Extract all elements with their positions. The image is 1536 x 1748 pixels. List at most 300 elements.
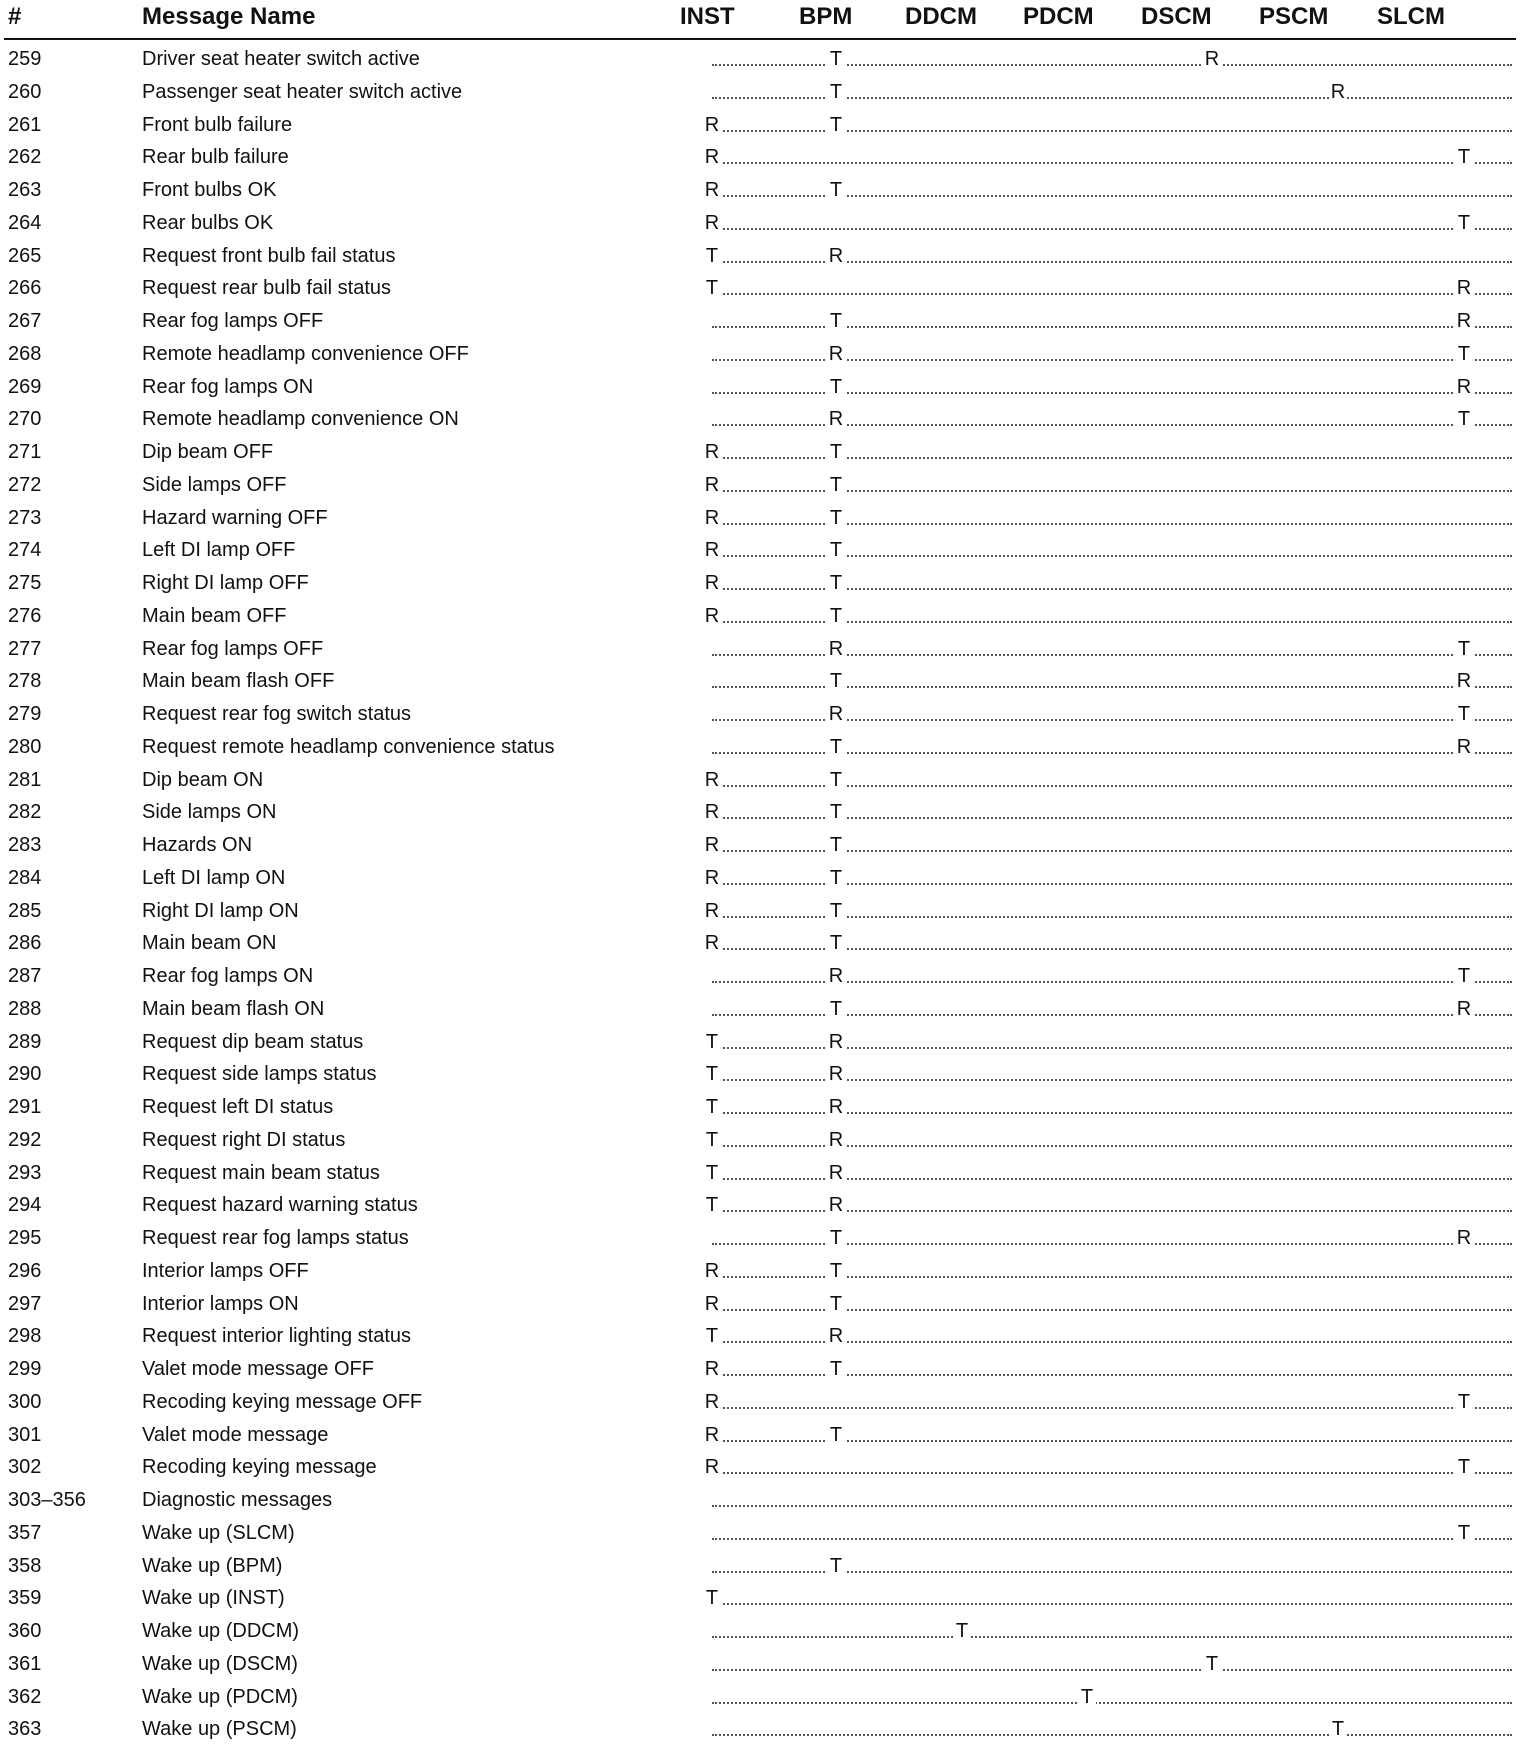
mark-inst: T — [703, 1157, 721, 1190]
dot-leader — [705, 1124, 1512, 1157]
message-number: 296 — [8, 1259, 42, 1282]
message-name: Recoding keying message OFF — [142, 1390, 423, 1413]
message-number: 301 — [8, 1423, 42, 1446]
message-number: 287 — [8, 965, 42, 987]
dot-leader — [704, 927, 1512, 960]
table-row — [0, 1451, 1536, 1484]
dot-leader — [712, 1484, 1512, 1517]
mark-pdcm: T — [1078, 1681, 1096, 1714]
mark-bpm: R — [827, 1058, 845, 1091]
mark-slcm: T — [1455, 403, 1473, 436]
message-number: 361 — [8, 1652, 42, 1675]
message-number: 360 — [8, 1620, 42, 1642]
table-row — [0, 1648, 1536, 1681]
table-row — [0, 1091, 1536, 1124]
dot-leader — [704, 1288, 1512, 1321]
dot-leader — [712, 1681, 1512, 1714]
mark-inst: R — [703, 174, 721, 207]
message-name: Main beam ON — [142, 932, 277, 955]
message-number: 267 — [8, 310, 42, 332]
mark-slcm: T — [1455, 1386, 1473, 1419]
message-name: Wake up (SLCM) — [142, 1521, 295, 1544]
mark-bpm: R — [827, 403, 845, 436]
message-name: Request remote headlamp convenience status — [142, 735, 555, 758]
mark-inst: T — [703, 1091, 721, 1124]
message-name: Rear fog lamps OFF — [142, 310, 324, 332]
table-row — [0, 109, 1536, 142]
mark-inst: R — [703, 1419, 721, 1452]
dotted-line — [712, 1472, 1512, 1474]
mark-bpm: R — [827, 1091, 845, 1124]
mark-inst: R — [703, 1255, 721, 1288]
dot-leader — [704, 141, 1512, 174]
header-dscm: DSCM — [1141, 3, 1212, 30]
message-name: Wake up (PDCM) — [142, 1685, 298, 1708]
mark-bpm: T — [827, 1550, 845, 1583]
dot-leader — [712, 960, 1512, 993]
dot-leader — [712, 633, 1512, 666]
table-row — [0, 960, 1536, 993]
message-name: Hazard warning OFF — [142, 506, 328, 529]
message-number: 289 — [8, 1030, 42, 1053]
mark-bpm: R — [827, 1189, 845, 1222]
dot-leader — [712, 1713, 1512, 1746]
mark-bpm: T — [827, 76, 845, 109]
mark-inst: R — [703, 534, 721, 567]
message-name: Right DI lamp ON — [142, 899, 299, 922]
header-pdcm: PDCM — [1023, 3, 1094, 30]
table-row — [0, 1353, 1536, 1386]
table-row — [0, 1157, 1536, 1190]
table-row — [0, 469, 1536, 502]
table-row — [0, 1320, 1536, 1353]
message-number: 293 — [8, 1161, 42, 1184]
mark-inst: R — [703, 1386, 721, 1419]
mark-bpm: R — [827, 1124, 845, 1157]
mark-bpm: T — [827, 665, 845, 698]
dotted-line — [712, 162, 1512, 164]
message-name: Request dip beam status — [142, 1030, 364, 1053]
message-number: 269 — [8, 375, 42, 398]
message-name: Rear bulb failure — [142, 146, 289, 169]
message-number: 282 — [8, 801, 42, 824]
mark-inst: R — [703, 829, 721, 862]
mark-slcm: T — [1455, 207, 1473, 240]
table-row — [0, 305, 1536, 338]
table-row — [0, 534, 1536, 567]
dotted-line — [712, 1407, 1512, 1409]
message-name: Passenger seat heater switch active — [142, 80, 463, 103]
header-pscm: PSCM — [1259, 3, 1329, 30]
dot-leader — [705, 240, 1512, 273]
mark-pscm: R — [1329, 76, 1347, 109]
dot-leader — [705, 1582, 1512, 1615]
dotted-line — [712, 1603, 1512, 1605]
mark-inst: R — [703, 862, 721, 895]
dot-leader — [705, 1157, 1512, 1190]
message-name: Hazards ON — [142, 834, 253, 856]
message-number: 300 — [8, 1390, 42, 1413]
message-name: Front bulb failure — [142, 113, 293, 136]
dot-leader — [705, 1026, 1512, 1059]
table-row — [0, 764, 1536, 797]
mark-inst: R — [703, 600, 721, 633]
message-name: Wake up (DSCM) — [142, 1652, 298, 1675]
message-number: 283 — [8, 834, 42, 856]
message-number: 259 — [8, 48, 42, 70]
dot-leader — [704, 469, 1512, 502]
message-number: 291 — [8, 1096, 42, 1118]
table-row — [0, 141, 1536, 174]
mark-slcm: R — [1455, 993, 1473, 1026]
mark-slcm: T — [1455, 960, 1473, 993]
message-name: Interior lamps ON — [142, 1292, 299, 1315]
mark-inst: R — [703, 469, 721, 502]
message-name: Valet mode message OFF — [142, 1358, 374, 1380]
message-name: Front bulbs OK — [142, 179, 277, 201]
message-name: Request front bulb fail status — [142, 244, 396, 267]
table-row — [0, 862, 1536, 895]
message-number: 362 — [8, 1685, 42, 1708]
table-row — [0, 1222, 1536, 1255]
mark-slcm: T — [1455, 338, 1473, 371]
message-name: Driver seat heater switch active — [142, 48, 420, 70]
table-row — [0, 567, 1536, 600]
dot-leader — [704, 436, 1512, 469]
message-name: Remote headlamp convenience ON — [142, 408, 459, 431]
table-row — [0, 338, 1536, 371]
dot-leader — [704, 502, 1512, 535]
table-row — [0, 174, 1536, 207]
mark-inst: R — [703, 207, 721, 240]
table-row — [0, 43, 1536, 76]
mark-bpm: T — [827, 43, 845, 76]
mark-slcm: R — [1455, 371, 1473, 404]
mark-bpm: T — [827, 895, 845, 928]
message-number: 297 — [8, 1292, 42, 1315]
table-row — [0, 993, 1536, 1026]
message-number: 284 — [8, 866, 42, 889]
mark-inst: R — [703, 1451, 721, 1484]
mark-bpm: T — [827, 174, 845, 207]
message-name: Diagnostic messages — [142, 1489, 333, 1511]
mark-bpm: T — [827, 1419, 845, 1452]
mark-bpm: R — [827, 338, 845, 371]
mark-inst: T — [703, 1058, 721, 1091]
message-number: 358 — [8, 1554, 42, 1577]
table-row — [0, 272, 1536, 305]
mark-bpm: R — [827, 960, 845, 993]
mark-bpm: R — [827, 1320, 845, 1353]
message-number: 295 — [8, 1227, 42, 1249]
table-row — [0, 1189, 1536, 1222]
mark-bpm: R — [827, 698, 845, 731]
message-number: 303–356 — [8, 1489, 86, 1511]
mark-inst: R — [703, 1288, 721, 1321]
message-number: 268 — [8, 342, 42, 365]
dotted-line — [712, 1505, 1512, 1507]
dot-leader — [704, 764, 1512, 797]
message-name: Main beam flash OFF — [142, 670, 335, 693]
mark-inst: T — [703, 1189, 721, 1222]
mark-slcm: T — [1455, 698, 1473, 731]
message-number: 363 — [8, 1718, 42, 1741]
dot-leader — [704, 895, 1512, 928]
dotted-line — [712, 1702, 1512, 1704]
dot-leader — [705, 1058, 1512, 1091]
mark-bpm: T — [827, 600, 845, 633]
table-row — [0, 731, 1536, 764]
dot-leader — [712, 1648, 1512, 1681]
mark-inst: T — [703, 1124, 721, 1157]
message-number: 285 — [8, 899, 42, 922]
mark-bpm: T — [827, 1222, 845, 1255]
table-row — [0, 1026, 1536, 1059]
table-row — [0, 600, 1536, 633]
dot-leader — [704, 1386, 1512, 1419]
mark-bpm: R — [827, 1026, 845, 1059]
table-row — [0, 1386, 1536, 1419]
message-name: Request rear fog lamps status — [142, 1227, 409, 1249]
mark-slcm: T — [1455, 633, 1473, 666]
message-number: 281 — [8, 768, 42, 791]
table-row — [0, 1550, 1536, 1583]
mark-slcm: R — [1455, 731, 1473, 764]
table-row — [0, 633, 1536, 666]
table-row — [0, 403, 1536, 436]
dot-leader — [712, 43, 1512, 76]
mark-dscm: R — [1203, 43, 1221, 76]
message-name: Side lamps OFF — [142, 473, 287, 496]
message-name: Rear fog lamps ON — [142, 375, 314, 398]
message-name: Side lamps ON — [142, 801, 277, 824]
header-inst: INST — [680, 3, 735, 30]
message-number: 265 — [8, 244, 42, 267]
mark-inst: R — [703, 1353, 721, 1386]
mark-inst: T — [703, 1582, 721, 1615]
mark-inst: R — [703, 502, 721, 535]
dot-leader — [704, 862, 1512, 895]
mark-bpm: R — [827, 1157, 845, 1190]
dotted-line — [712, 1636, 1512, 1638]
message-name: Remote headlamp convenience OFF — [142, 342, 469, 365]
mark-ddcm: T — [953, 1615, 971, 1648]
mark-inst: R — [703, 141, 721, 174]
dot-leader — [705, 1091, 1512, 1124]
message-name: Valet mode message — [142, 1423, 329, 1446]
mark-bpm: T — [827, 534, 845, 567]
table-row — [0, 698, 1536, 731]
message-name: Dip beam OFF — [142, 441, 274, 463]
mark-slcm: R — [1455, 305, 1473, 338]
dot-leader — [704, 567, 1512, 600]
dot-leader — [704, 1353, 1512, 1386]
dotted-line — [712, 1669, 1512, 1671]
header-bpm: BPM — [799, 3, 853, 30]
message-name: Request interior lighting status — [142, 1325, 412, 1348]
mark-bpm: T — [827, 305, 845, 338]
mark-bpm: R — [827, 240, 845, 273]
message-number: 260 — [8, 80, 42, 103]
table-row — [0, 1058, 1536, 1091]
mark-bpm: T — [827, 862, 845, 895]
table-row — [0, 1255, 1536, 1288]
table-row — [0, 76, 1536, 109]
message-name: Left DI lamp ON — [142, 866, 286, 889]
mark-bpm: T — [827, 927, 845, 960]
dotted-line — [712, 1734, 1512, 1736]
mark-bpm: T — [827, 829, 845, 862]
mark-inst: T — [703, 240, 721, 273]
message-number: 288 — [8, 997, 42, 1020]
message-name: Rear fog lamps OFF — [142, 637, 324, 660]
mark-bpm: T — [827, 109, 845, 142]
mark-inst: R — [703, 895, 721, 928]
table-row — [0, 796, 1536, 829]
table-row — [0, 895, 1536, 928]
mark-dscm: T — [1203, 1648, 1221, 1681]
message-name: Request left DI status — [142, 1096, 334, 1118]
message-number: 274 — [8, 539, 42, 562]
mark-slcm: R — [1455, 272, 1473, 305]
message-name: Left DI lamp OFF — [142, 539, 296, 562]
mark-inst: T — [703, 272, 721, 305]
dot-leader — [712, 338, 1512, 371]
dot-leader — [704, 109, 1512, 142]
header-slcm: SLCM — [1377, 3, 1445, 30]
table-row — [0, 665, 1536, 698]
table-row — [0, 1484, 1536, 1517]
dot-leader — [705, 272, 1512, 305]
message-number: 266 — [8, 277, 42, 300]
message-number: 276 — [8, 604, 42, 627]
dot-leader — [712, 1222, 1512, 1255]
table-row — [0, 207, 1536, 240]
mark-inst: R — [703, 109, 721, 142]
table-row — [0, 1419, 1536, 1452]
message-name: Request rear bulb fail status — [142, 277, 392, 300]
table-row — [0, 1615, 1536, 1648]
message-number: 279 — [8, 703, 42, 725]
message-name: Wake up (DDCM) — [142, 1620, 300, 1642]
dot-leader — [705, 1320, 1512, 1353]
message-number: 292 — [8, 1128, 42, 1151]
dot-leader — [712, 1550, 1512, 1583]
message-number: 286 — [8, 932, 42, 955]
message-name: Request main beam status — [142, 1161, 380, 1184]
mark-inst: R — [703, 764, 721, 797]
message-number: 261 — [8, 113, 42, 136]
dot-leader — [704, 829, 1512, 862]
dotted-line — [712, 228, 1512, 230]
message-name: Request hazard warning status — [142, 1194, 418, 1217]
mark-inst: R — [703, 436, 721, 469]
table-row — [0, 240, 1536, 273]
message-name: Interior lamps OFF — [142, 1259, 309, 1282]
mark-inst: R — [703, 567, 721, 600]
message-number: 273 — [8, 506, 42, 529]
dot-leader — [712, 1615, 1512, 1648]
message-name: Wake up (BPM) — [142, 1554, 283, 1577]
mark-bpm: T — [827, 764, 845, 797]
mark-bpm: T — [827, 567, 845, 600]
mark-bpm: T — [827, 1353, 845, 1386]
message-name: Main beam OFF — [142, 604, 287, 627]
mark-slcm: T — [1455, 1517, 1473, 1550]
dot-leader — [704, 796, 1512, 829]
message-number: 275 — [8, 572, 42, 594]
message-name: Request right DI status — [142, 1128, 346, 1151]
table-row — [0, 1713, 1536, 1746]
message-number: 270 — [8, 408, 42, 431]
message-number: 271 — [8, 441, 42, 463]
dot-leader — [712, 403, 1512, 436]
message-name: Request side lamps status — [142, 1063, 377, 1086]
table-row — [0, 371, 1536, 404]
header-number: # — [8, 3, 22, 30]
mark-bpm: T — [827, 469, 845, 502]
message-number: 277 — [8, 637, 42, 660]
mark-inst: R — [703, 927, 721, 960]
message-name: Rear bulbs OK — [142, 211, 274, 234]
message-name: Recoding keying message — [142, 1456, 377, 1479]
mark-bpm: T — [827, 1288, 845, 1321]
message-name: Request rear fog switch status — [142, 703, 412, 725]
mark-pscm: T — [1329, 1713, 1347, 1746]
dot-leader — [712, 665, 1512, 698]
dot-leader — [712, 76, 1512, 109]
dot-leader — [704, 534, 1512, 567]
dot-leader — [704, 207, 1512, 240]
mark-bpm: R — [827, 633, 845, 666]
message-number: 278 — [8, 670, 42, 693]
table-row — [0, 1681, 1536, 1714]
dot-leader — [712, 993, 1512, 1026]
message-number: 357 — [8, 1521, 42, 1544]
header-rule — [4, 38, 1516, 40]
message-number: 263 — [8, 179, 42, 201]
dot-leader — [704, 174, 1512, 207]
table-row — [0, 1124, 1536, 1157]
mark-slcm: T — [1455, 141, 1473, 174]
message-name: Main beam flash ON — [142, 997, 325, 1020]
message-number: 298 — [8, 1325, 42, 1348]
message-number: 299 — [8, 1358, 42, 1380]
dot-leader — [712, 305, 1512, 338]
header-ddcm: DDCM — [905, 3, 977, 30]
dot-leader — [705, 1189, 1512, 1222]
mark-bpm: T — [827, 993, 845, 1026]
mark-inst: T — [703, 1320, 721, 1353]
mark-bpm: T — [827, 371, 845, 404]
table-row — [0, 436, 1536, 469]
table-row — [0, 927, 1536, 960]
table-row — [0, 1517, 1536, 1550]
dot-leader — [712, 371, 1512, 404]
message-name: Wake up (PSCM) — [142, 1718, 297, 1741]
mark-inst: T — [703, 1026, 721, 1059]
mark-bpm: T — [827, 1255, 845, 1288]
mark-slcm: T — [1455, 1451, 1473, 1484]
message-number: 264 — [8, 211, 42, 234]
table-row — [0, 502, 1536, 535]
message-number: 262 — [8, 146, 42, 169]
dot-leader — [704, 600, 1512, 633]
mark-bpm: T — [827, 436, 845, 469]
message-number: 294 — [8, 1194, 42, 1217]
dot-leader — [712, 1517, 1512, 1550]
dotted-line — [712, 293, 1512, 295]
